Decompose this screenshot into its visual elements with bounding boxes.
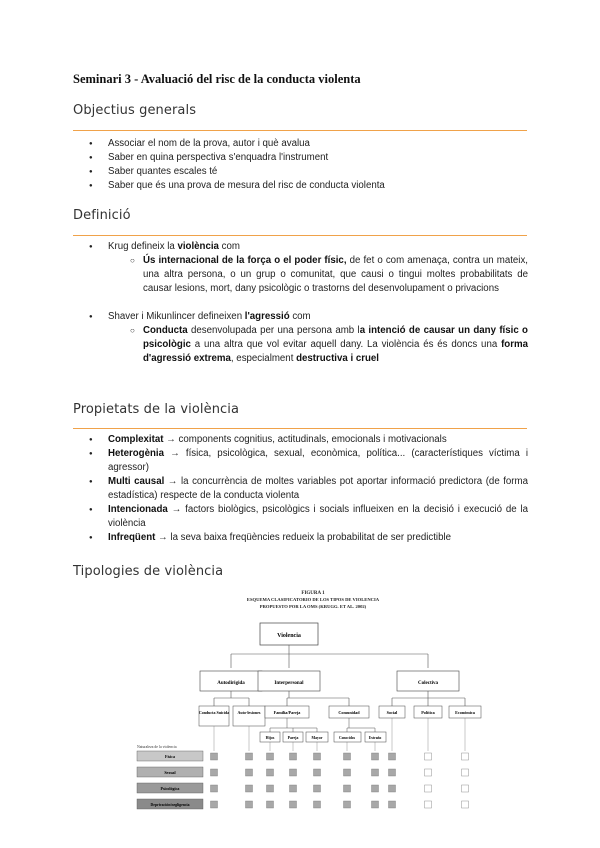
level2-node-label: Conducta Suicida	[198, 710, 230, 715]
level3-node-label: Conocidos	[339, 736, 355, 740]
matrix-square	[267, 801, 274, 808]
matrix-square	[267, 785, 274, 792]
matrix-square	[290, 801, 297, 808]
sub-item-shaver-definition: ○ Conducta desenvolupada per una persona amb la intenció de causar un dany físic o psicològic a una altra que vol evitar aquell dany. La violència és és doncs una forma d'agressió extrema, especialment destructiva i cruel	[108, 324, 528, 366]
page-title: Seminari 3 - Avaluació del risc de la conducta violenta	[73, 72, 361, 86]
section-heading-tipologies: Tipologies de violència	[73, 564, 224, 579]
section-heading-propietats: Propietats de la violència	[73, 402, 240, 417]
level2-node-label: Familia/Pareja	[273, 710, 301, 715]
list-item: ● Multi causal → la concurrència de moltes variables pot aportar informació predictora (de forma estadística) respecte de la conducta violenta	[73, 475, 528, 503]
level3-node-label: Hijos	[265, 736, 275, 740]
level3-node-label: Pareja	[287, 736, 299, 740]
list-item: ● Infreqüent → la seva baixa freqüències redueix la probabilitat de ser predictible	[73, 531, 528, 545]
matrix-square	[211, 753, 218, 760]
matrix-square	[344, 769, 351, 776]
figure-caption-source: PROPUESTO POR LA OMS (KRUGG. ET AL. 2002)	[259, 604, 367, 609]
matrix-square	[314, 801, 321, 808]
matrix-square	[372, 769, 379, 776]
typology-diagram	[135, 588, 491, 810]
matrix-squares	[211, 753, 469, 808]
matrix-square	[290, 769, 297, 776]
matrix-square	[344, 785, 351, 792]
matrix-square	[344, 801, 351, 808]
propietats-list	[73, 433, 528, 545]
section-divider	[73, 235, 527, 236]
matrix-square	[389, 769, 396, 776]
matrix-square	[314, 753, 321, 760]
level2-node-label: Política	[421, 710, 435, 715]
matrix-square	[246, 785, 253, 792]
list-item: ● Associar el nom de la prova, autor i què avalua	[73, 137, 528, 151]
level3-node-label: Extraño	[368, 736, 382, 740]
matrix-square	[246, 801, 253, 808]
connectors-level1	[231, 645, 428, 668]
list-item: ● Heterogènia → física, psicològica, sexual, econòmica, política... (característiques víctima i agressor)	[73, 447, 528, 475]
matrix-square	[246, 769, 253, 776]
section-heading-definicio: Definició	[73, 208, 131, 223]
sub-item-krug-definition: ○ Ús internacional de la força o el poder físic, de fet o com amenaça, contra un mateix, una altra persona, o un grup o comunitat, que causi o tingui moltes probabilitats de causar lesions, mort, dany psicològic o trastorns del desenvolupament o privacions	[108, 254, 528, 296]
connectors-level2	[214, 691, 465, 706]
section-heading-objectius: Objectius generals	[73, 103, 197, 118]
matrix-square	[211, 801, 218, 808]
level1-node-label: Interpersonal	[274, 681, 304, 686]
list-item-shaver: ● Shaver i Mikunlincer defineixen l'agressió com ○ Conducta desenvolupada per una persona amb la intenció de causar un dany físic o psicològic a una altra que vol evitar aquell dany. La violència és és doncs una forma d'agressió extrema, especialment destructiva i cruel	[73, 310, 528, 366]
list-item: ● Saber en quina perspectiva s'enquadra l'instrument	[73, 151, 528, 165]
level2-node-label: Comunidad	[338, 710, 360, 715]
nature-row-label: Sexual	[164, 770, 176, 775]
list-item: ● Complexitat → components cognitius, actitudinals, emocionals i motivacionals	[73, 433, 528, 447]
matrix-square	[425, 785, 432, 792]
matrix-square	[314, 785, 321, 792]
matrix-square	[425, 753, 432, 760]
matrix-square	[246, 753, 253, 760]
matrix-square	[314, 769, 321, 776]
matrix-square	[267, 753, 274, 760]
nature-row-label: Psicológica	[160, 786, 180, 791]
section-divider	[73, 130, 527, 131]
list-item: ● Saber quantes escales té	[73, 165, 528, 179]
matrix-square	[425, 769, 432, 776]
nature-rows	[137, 751, 203, 809]
matrix-square	[462, 801, 469, 808]
matrix-square	[462, 753, 469, 760]
level2-node-box	[233, 706, 265, 726]
level2-node-label: Social	[386, 710, 398, 715]
root-node-label: Violencia	[277, 633, 301, 639]
level1-node-label: Colectiva	[418, 681, 438, 686]
matrix-square	[211, 785, 218, 792]
list-item: ● Saber que és una prova de mesura del risc de conducta violenta	[73, 179, 528, 193]
matrix-square	[267, 769, 274, 776]
matrix-square	[372, 753, 379, 760]
level1-node-label: Autodirigida	[217, 681, 245, 686]
violence-typology-figure	[135, 588, 491, 810]
matrix-square	[372, 785, 379, 792]
figure-caption-title: ESQUEMA CLASIFICATORIO DE LOS TIPOS DE VIOLENCIA	[246, 597, 380, 602]
level3-node-label: Mayor	[311, 736, 323, 740]
level2-node-box	[199, 706, 229, 726]
matrix-square	[372, 801, 379, 808]
connectors-level3	[270, 718, 375, 732]
matrix-square	[389, 785, 396, 792]
matrix-square	[389, 801, 396, 808]
nature-row-label: Deprivación/negligencia	[150, 803, 190, 807]
matrix-square	[462, 769, 469, 776]
matrix-square	[290, 753, 297, 760]
objectius-list	[73, 137, 528, 193]
section-divider	[73, 428, 527, 429]
definicio-list	[73, 240, 528, 366]
level2-node-label: Auto-lesiones	[237, 710, 261, 715]
matrix-square	[344, 753, 351, 760]
matrix-square	[425, 801, 432, 808]
list-item: ● Intencionada → factors biològics, psicològics i socials influeixen en la decisió i execució de la violència	[73, 503, 528, 531]
figure-caption-number: FIGURA 1	[301, 591, 325, 596]
matrix-square	[389, 753, 396, 760]
nature-row-label: Física	[165, 754, 175, 759]
list-item-krug: ● Krug defineix la violència com ○ Ús internacional de la força o el poder físic, de fet o com amenaça, contra un mateix, una altra persona, o un grup o comunitat, que causi o tingui moltes probabilitats de causar lesions, mort, dany psicològic o trastorns del desenvolupament o privacions	[73, 240, 528, 296]
matrix-square	[462, 785, 469, 792]
level2-node-label: Económica	[455, 710, 475, 715]
matrix-square	[211, 769, 218, 776]
nature-axis-label: Naturaleza de la violencia	[137, 745, 177, 749]
matrix-square	[290, 785, 297, 792]
